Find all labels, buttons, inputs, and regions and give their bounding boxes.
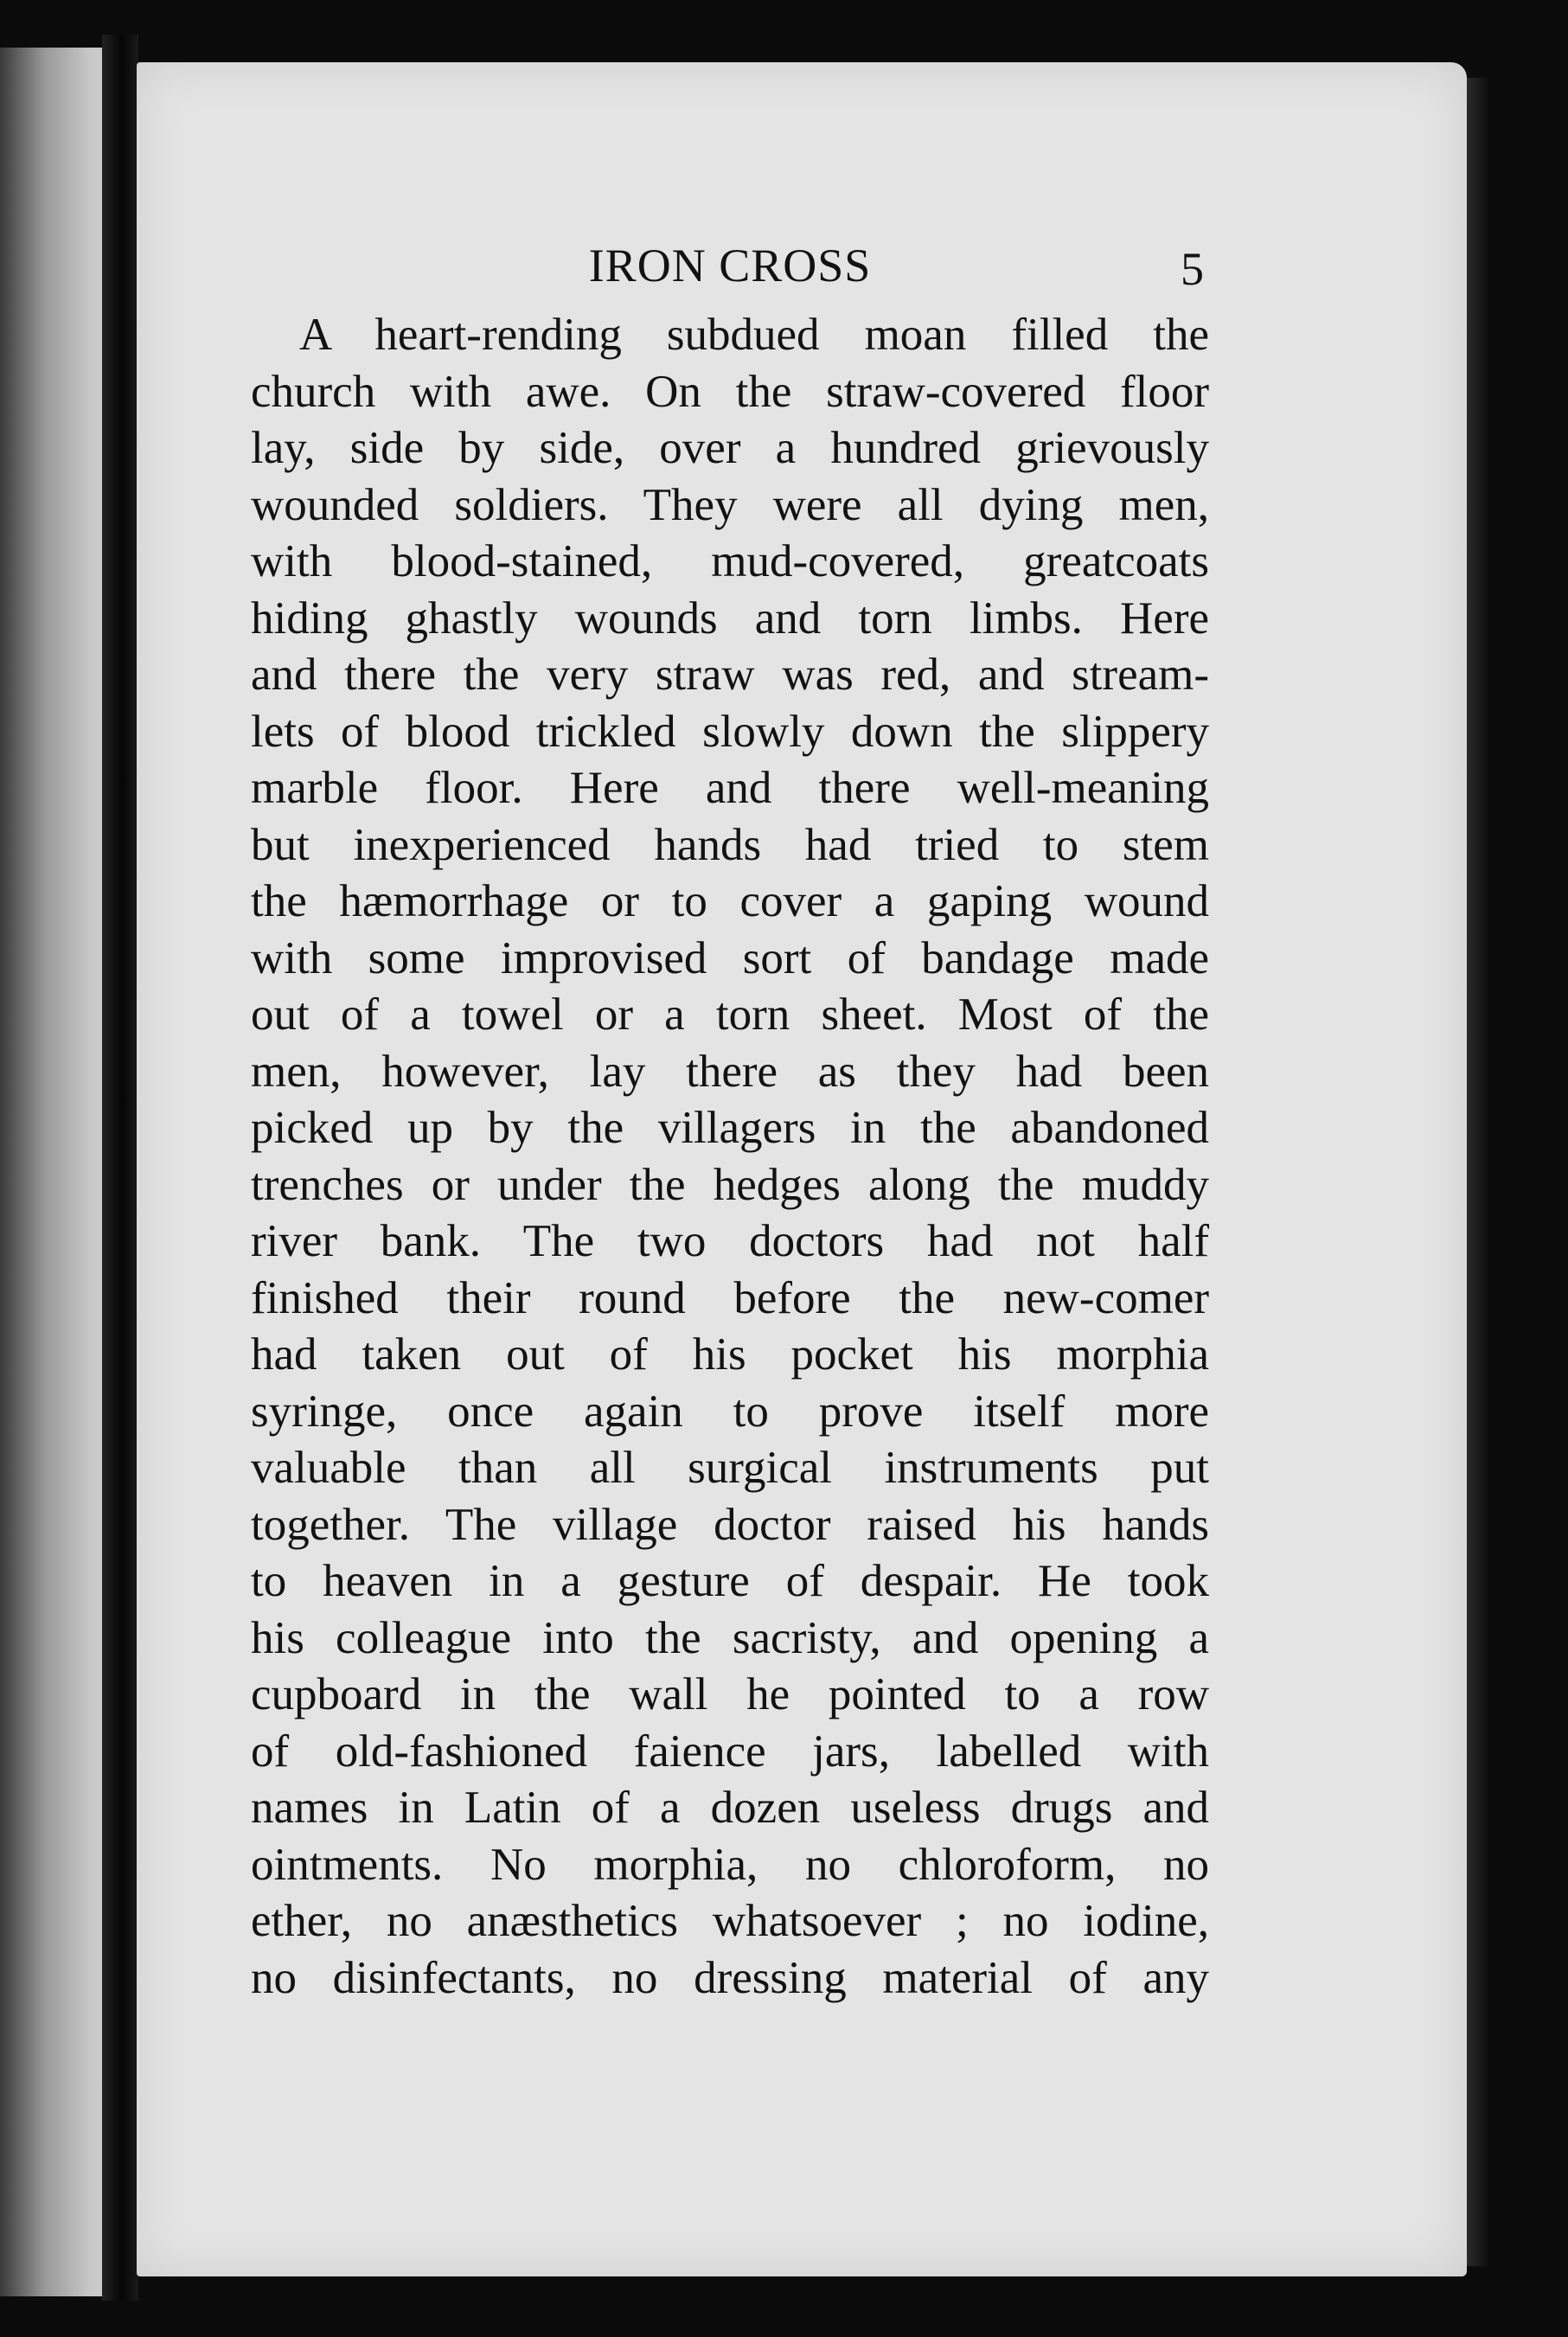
text-line: the hæmorrhage or to cover a gaping wound — [251, 876, 1209, 926]
page-edge-shadow — [1467, 78, 1488, 2266]
text-line: trenches or under the hedges along the muddy — [251, 1159, 1209, 1210]
body-text — [251, 307, 1209, 2007]
text-line: picked up by the villagers in the abandoned — [251, 1103, 1209, 1153]
text-line: ointments. No morphia, no chloroform, no — [251, 1839, 1209, 1890]
text-line: wounded soldiers. They were all dying men, — [251, 479, 1209, 530]
text-line: with blood-stained, mud-covered, greatcoats — [251, 536, 1209, 586]
running-title: IRON CROSS — [588, 240, 872, 291]
text-line: ether, no anæsthetics whatsoever ; no iodine, — [251, 1896, 1209, 1946]
text-line: to heaven in a gesture of despair. He took — [251, 1556, 1209, 1606]
text-line: syringe, once again to prove itself more — [251, 1386, 1209, 1437]
text-line: church with awe. On the straw-covered floor — [251, 366, 1209, 417]
text-line: of old-fashioned faience jars, labelled with — [251, 1726, 1209, 1777]
page-header — [249, 235, 1211, 296]
text-line: cupboard in the wall he pointed to a row — [251, 1669, 1209, 1719]
text-line: finished their round before the new-comer — [251, 1272, 1209, 1323]
page-number: 5 — [1181, 243, 1204, 295]
text-line: with some improvised sort of bandage made — [251, 932, 1209, 983]
text-line: lay, side by side, over a hundred grievously — [251, 423, 1209, 473]
text-line: out of a towel or a torn sheet. Most of the — [251, 989, 1209, 1040]
text-line: and there the very straw was red, and stream- — [251, 650, 1209, 700]
text-line: river bank. The two doctors had not half — [251, 1216, 1209, 1266]
text-line: lets of blood trickled slowly down the slippery — [251, 706, 1209, 757]
text-line: men, however, lay there as they had been — [251, 1046, 1209, 1097]
text-line: had taken out of his pocket his morphia — [251, 1329, 1209, 1380]
text-line: names in Latin of a dozen useless drugs and — [251, 1783, 1209, 1833]
text-line: but inexperienced hands had tried to stem — [251, 819, 1209, 870]
text-line: hiding ghastly wounds and torn limbs. Here — [251, 592, 1209, 643]
text-line: together. The village doctor raised his hands — [251, 1499, 1209, 1550]
text-line: valuable than all surgical instruments put — [251, 1443, 1209, 1493]
text-line: no disinfectants, no dressing material of any — [251, 1952, 1209, 2003]
text-line: his colleague into the sacristy, and opening a — [251, 1612, 1209, 1663]
text-line: marble floor. Here and there well-meaning — [251, 763, 1209, 813]
book-gutter — [102, 35, 138, 2301]
text-line: A heart-rending subdued moan filled the — [299, 310, 1209, 360]
